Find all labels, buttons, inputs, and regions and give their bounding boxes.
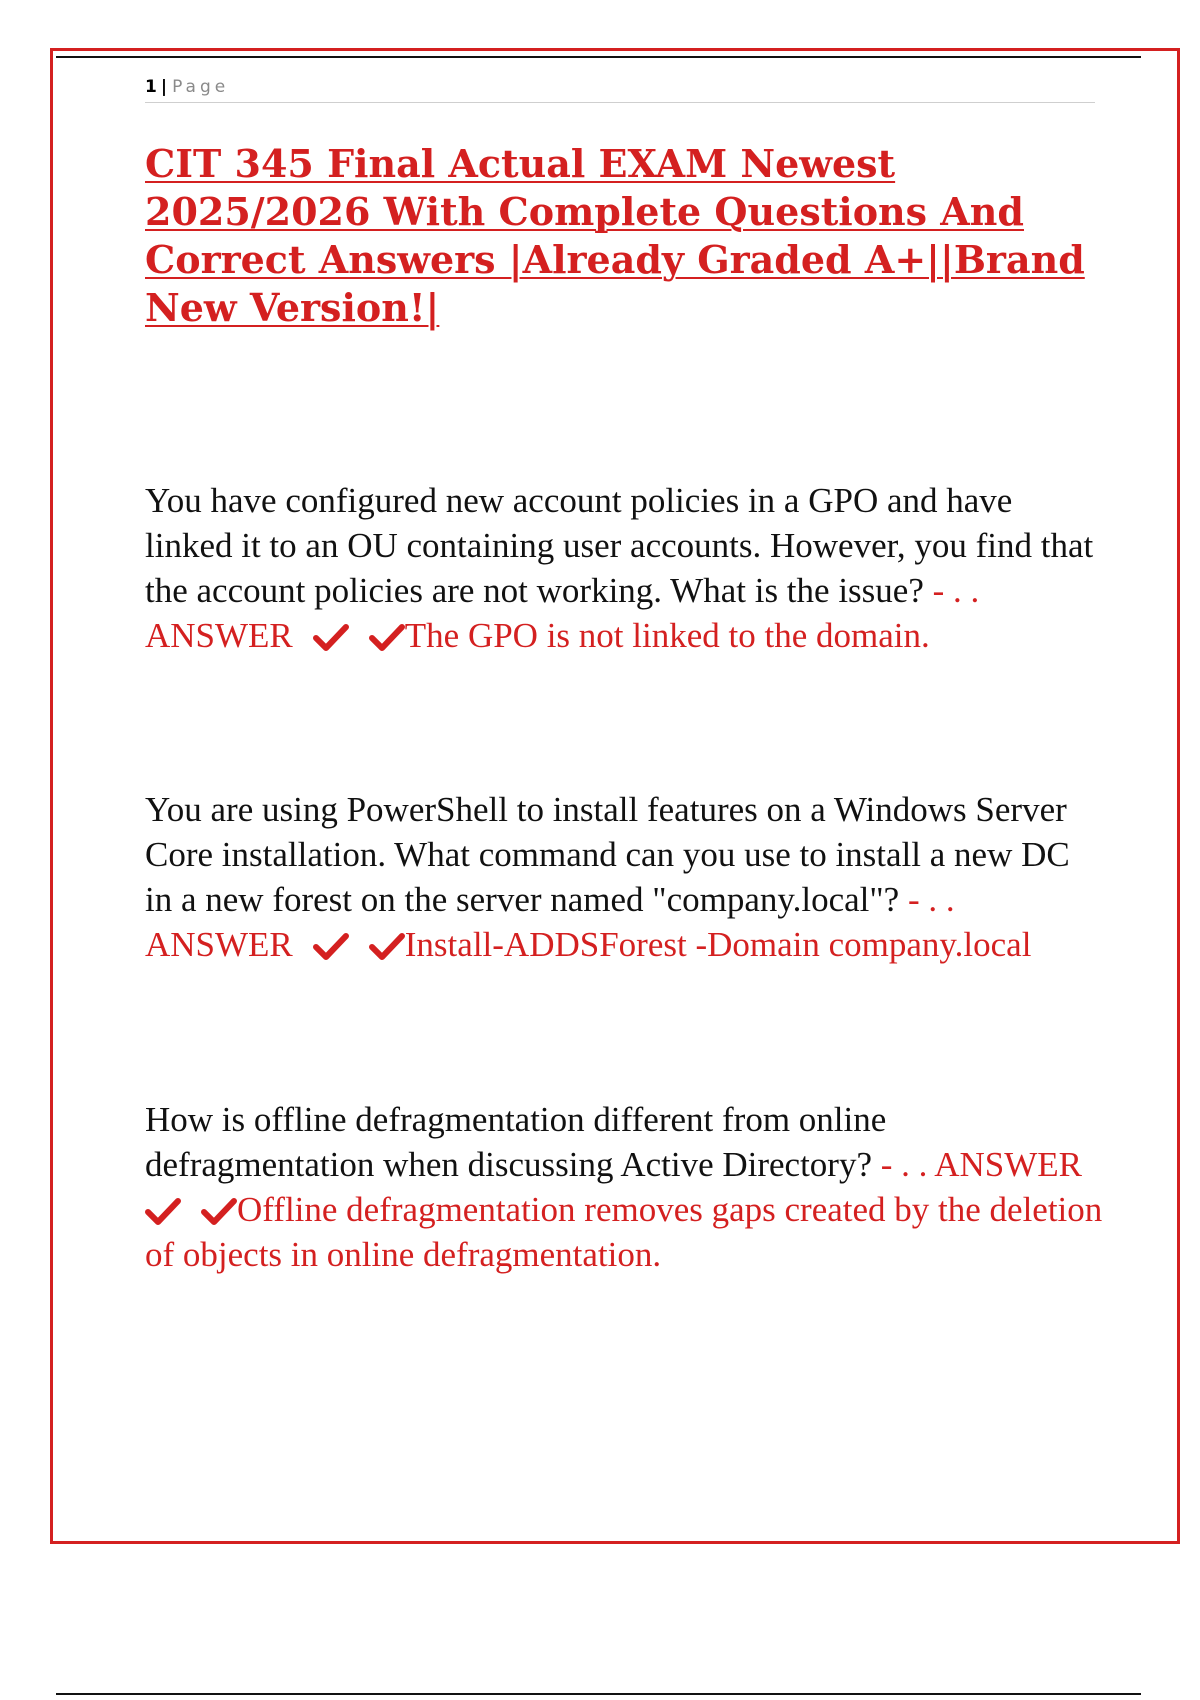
- question-text: You are using PowerShell to install features on a Windows Server Core installation. What command can you use to install a new DC in a new forest on the server named "company.local"?: [145, 790, 1070, 919]
- checkmark-icon: [313, 932, 349, 960]
- answer-text: Install-ADDSForest -Domain company.local: [404, 925, 1032, 964]
- answer-text: Offline defragmentation removes gaps created by the deletion of objects in online defragmentation.: [145, 1190, 1103, 1274]
- qa-item-3: [145, 1097, 1105, 1277]
- question-text: How is offline defragmentation different from online defragmentation when discussing Active Directory?: [145, 1100, 887, 1184]
- page-separator: |: [160, 77, 168, 97]
- checkmark-icon: [145, 1197, 181, 1225]
- page-word: Page: [172, 77, 230, 97]
- checkmark-icon: [313, 623, 349, 651]
- page-header: [145, 74, 1095, 103]
- checkmark-icon: [201, 1197, 237, 1225]
- document-title: CIT 345 Final Actual EXAM Newest 2025/2026 With Complete Questions And Correct Answers |Already Graded A+||Brand New Version!|: [145, 141, 1085, 330]
- bottom-rule: [56, 1693, 1141, 1695]
- page-number: 1: [145, 77, 157, 97]
- qa-item-2: [145, 787, 1105, 967]
- top-rule: [56, 56, 1141, 58]
- checkmark-icon: [369, 932, 405, 960]
- question-text: You have configured new account policies in a GPO and have linked it to an OU containing user accounts. However, you find that the account policies are not working. What is the issue?: [145, 481, 1094, 610]
- answer-text: The GPO is not linked to the domain.: [404, 616, 930, 655]
- checkmark-icon: [369, 623, 405, 651]
- answer-prefix: - . . ANSWER: [145, 880, 955, 964]
- answer-prefix: - . . ANSWER: [872, 1145, 1083, 1184]
- answer-prefix: - . . ANSWER: [145, 571, 980, 655]
- qa-item-1: [145, 478, 1105, 658]
